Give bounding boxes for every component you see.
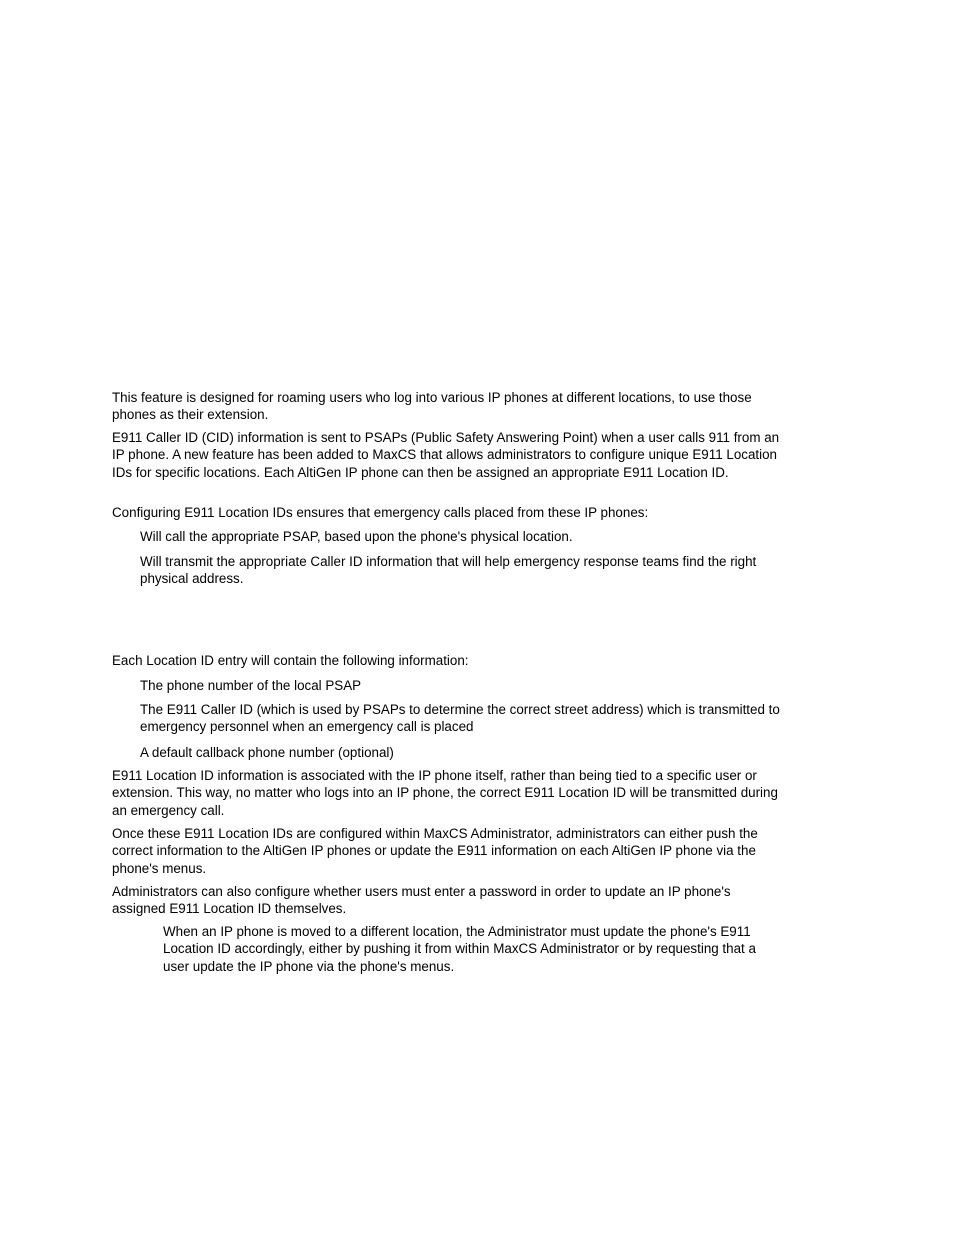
location-bullet-callback-number: A default callback phone number (optional) (140, 745, 394, 760)
location-bullet-caller-id: The E911 Caller ID (which is used by PSAPs to determine the correct street address) which is transmitted to emergency personnel when an emergency call is placed (140, 702, 780, 735)
location-paragraph-associated-phone: E911 Location ID information is associated with the IP phone itself, rather than being tied to a specific user or extension. This way, no matter who logs into an IP phone, the correct E911 Location ID will be transmitted during an emergency call. (112, 768, 778, 818)
intro-paragraph-configuring: Configuring E911 Location IDs ensures that emergency calls placed from these IP phones: (112, 505, 649, 520)
location-paragraph-push-update: Once these E911 Location IDs are configured within MaxCS Administrator, administrators can either push the correct information to the AltiGen IP phones or update the E911 information on each AltiGen IP phone via the phone's menus. (112, 826, 758, 876)
intro-paragraph-e911-cid: E911 Caller ID (CID) information is sent to PSAPs (Public Safety Answering Point) when a user calls 911 from an IP phone. A new feature has been added to MaxCS that allows administrators to configure unique E911 Location IDs for specific locations. Each AltiGen IP phone can then be assigned an appropriate E911 Location ID. (112, 430, 780, 480)
intro-bullet-transmit-cid: Will transmit the appropriate Caller ID information that will help emergency response teams find the right physical address. (140, 554, 757, 587)
intro-bullet-call-psap: Will call the appropriate PSAP, based upon the phone's physical location. (140, 529, 573, 544)
location-paragraph-password: Administrators can also configure whether users must enter a password in order to update an IP phone's assigned E911 Location ID themselves. (112, 884, 731, 917)
note-moved-phone: When an IP phone is moved to a different location, the Administrator must update the phone's E911 Location ID accordingly, either by pushing it from within MaxCS Administrator or by requesting that a user update the IP phone via the phone's menus. (163, 924, 756, 974)
intro-paragraph-roaming-users: This feature is designed for roaming users who log into various IP phones at different locations, to use those phones as their extension. (112, 390, 752, 423)
location-entry-paragraph-contents: Each Location ID entry will contain the following information: (112, 653, 469, 668)
location-bullet-psap-number: The phone number of the local PSAP (140, 678, 362, 693)
